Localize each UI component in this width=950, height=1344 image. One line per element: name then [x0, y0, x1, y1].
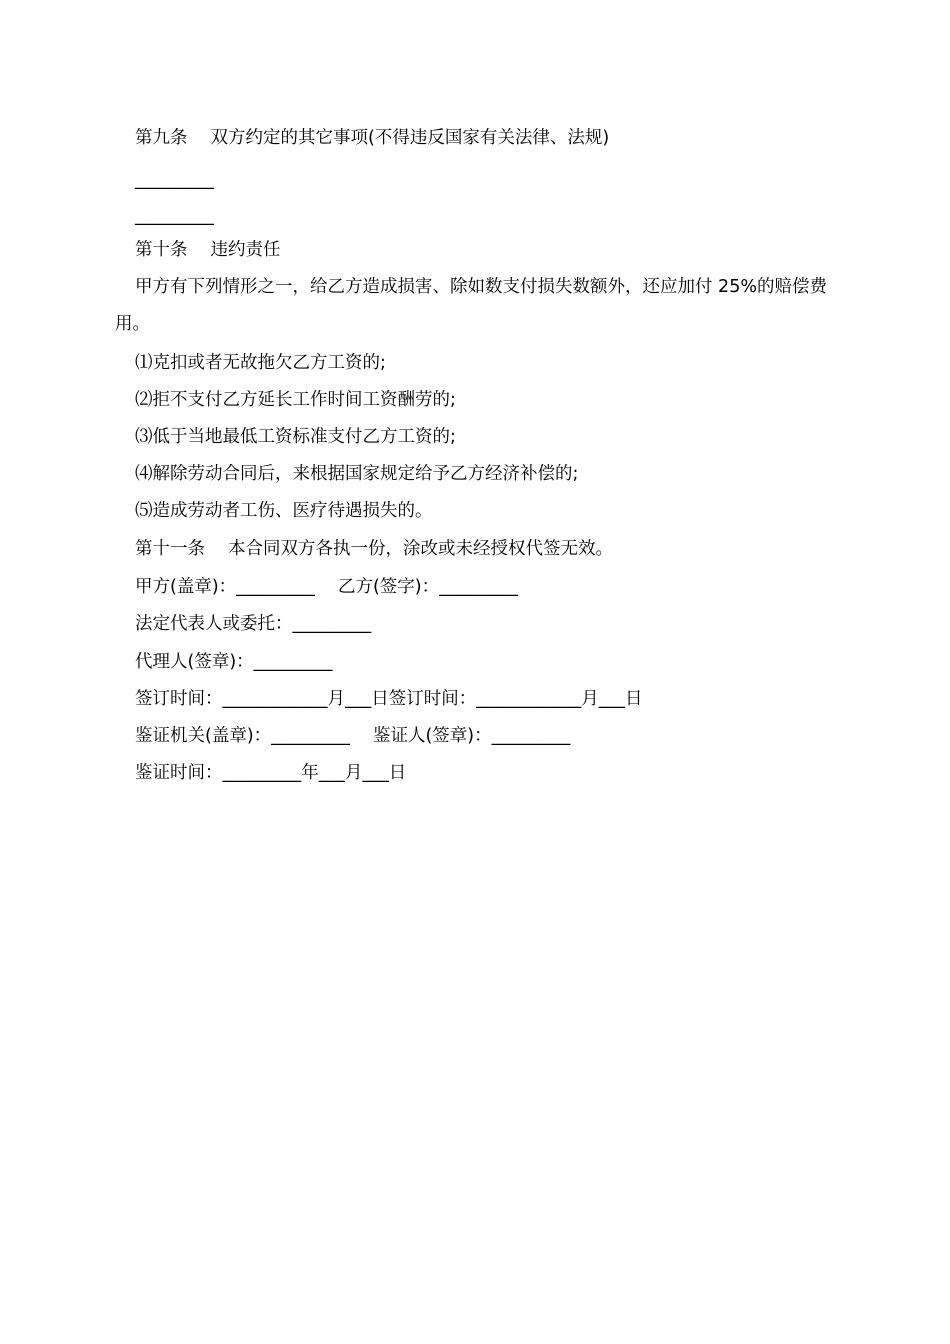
- signature-party-a-b: 甲方(盖章)：_________ 乙方(签字)：_________: [135, 577, 518, 597]
- signature-sign-date: 签订时间：____________月___日签订时间：____________月___日: [135, 689, 643, 709]
- article-10-item-1: ⑴克扣或者无故拖欠乙方工资的;: [135, 353, 386, 373]
- article-11-heading: 第十一条 本合同双方各执一份，涂改或未经授权代签无效。: [135, 539, 614, 559]
- article-10-heading: 第十条 违约责任: [135, 240, 281, 260]
- article-9-heading: 第九条 双方约定的其它事项(不得违反国家有关法律、法规): [135, 128, 610, 148]
- article-10-intro: 甲方有下列情形之一，给乙方造成损害、除如数支付损失数额外，还应加付 25%的赔偿费用。: [115, 277, 827, 334]
- article-10-item-3: ⑶低于当地最低工资标准支付乙方工资的;: [135, 427, 456, 447]
- article-10-item-5: ⑸造成劳动者工伤、医疗待遇损失的。: [135, 501, 433, 521]
- article-9-blank-line-2: _________: [135, 206, 214, 226]
- article-9-blank-line-1: _________: [135, 170, 214, 190]
- signature-authority: 鉴证机关(盖章)：_________ 鉴证人(签章)：_________: [135, 726, 571, 746]
- signature-legal-representative: 法定代表人或委托：_________: [135, 614, 372, 634]
- signature-agent: 代理人(签章)：_________: [135, 652, 333, 672]
- article-10-item-2: ⑵拒不支付乙方延长工作时间工资酬劳的;: [135, 390, 456, 410]
- signature-authentication-date: 鉴证时间：_________年___月___日: [135, 763, 407, 783]
- article-10-item-4: ⑷解除劳动合同后，来根据国家规定给予乙方经济补偿的;: [135, 464, 579, 484]
